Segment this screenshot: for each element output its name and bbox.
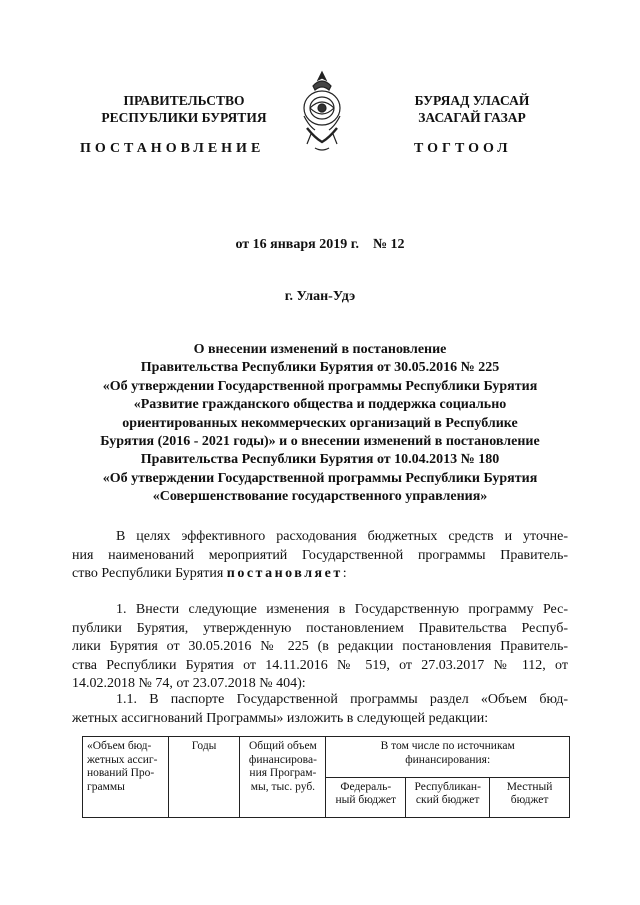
document-date [0,237,640,253]
title-line: Бурятия (2016 - 2021 годы)» и о внесении изменений в постановление [100,434,540,450]
title-line: О внесении изменений в постановление [193,342,447,357]
paragraph-line: публики Бурятия, утвержденную постановлением Правительства Респуб- [72,620,568,636]
table-header-cell [240,737,326,818]
document-number: № 12 [372,237,405,252]
decree-keyword: постановляет [226,566,343,582]
issuer-line: РЕСПУБЛИКИ БУРЯТИЯ [101,110,267,125]
issuer-line: ЗАСАГАЙ ГАЗАР [418,110,526,125]
table-subheader-cell [326,777,406,818]
cell-line: Местный [506,780,553,793]
budget-table [82,736,570,818]
table-header-row [83,737,570,778]
cell-line: бюджет [510,794,549,806]
paragraph-line: ства Республики Бурятия от 14.11.2016 № 519, от 27.03.2017 № 112, от [72,657,568,673]
cell-line: ния Програм- [249,767,317,779]
table-subheader-cell [406,777,490,818]
coat-of-arms-emblem [295,68,349,154]
clause-1-paragraph [72,601,568,694]
cell-line: ный бюджет [335,794,397,806]
cell-line: финансирования: [405,753,491,766]
cell-line: финансирова- [248,753,317,766]
title-line: «Развитие гражданского общества и поддержка социально [133,397,507,413]
title-line: «Об утверждении Государственной программы Республики Бурятия [102,378,538,394]
table-header-cell [83,737,169,818]
paragraph-line: 14.02.2018 № 74, от 23.07.2018 № 404): [72,676,306,692]
document-city: г. Улан-Удэ [284,289,356,304]
cell-line: мы, тыс. руб. [250,780,316,793]
issuer-name-buryat [386,92,558,126]
issuer-line: БУРЯАД УЛАСАЙ [414,93,530,108]
paragraph-line: ния наименований мероприятий Государственной программы Правитель- [72,547,568,563]
paragraph-line: В целях эффективного расходования бюджетных средств и уточне- [116,529,568,544]
paragraph-line: жетных ассигнований Программы» изложить в следующей редакции: [72,710,489,726]
cell-line: В том числе по источникам [380,740,515,752]
table-group-header-cell [326,737,570,778]
title-line: Правительства Республики Бурятия от 30.05.2016 № 225 [140,360,500,376]
paragraph-line [72,565,568,584]
title-line: Правительства Республики Бурятия от 10.04.2013 № 180 [140,452,500,468]
paragraph-text: : [342,566,347,582]
title-line: ориентированных некоммерческих организаций в Республике [122,415,518,431]
paragraph-line: 1.1. В паспорте Государственной программы раздел «Объем бюд- [116,692,568,707]
cell-line: Республикан- [414,780,481,793]
cell-line: Федераль- [340,780,392,793]
cell-line: ский бюджет [415,794,480,806]
table-header-cell: Годы [168,737,240,818]
issuer-line: ПРАВИТЕЛЬСТВО [123,93,245,108]
cell-line: граммы [87,780,125,793]
cell-line: жетных ассиг- [87,753,158,766]
paragraph-text: ство Республики Бурятия [72,566,227,582]
title-line: «Совершенствование государственного управления» [152,489,488,505]
cell-line: «Объем бюд- [87,740,152,752]
paragraph-line: лики Бурятия от 30.05.2016 № 225 (в редакции постановления Правитель- [72,639,568,655]
title-line: «Об утверждении Государственной программы Республики Бурятия [102,470,538,486]
paragraph-line: 1. Внести следующие изменения в Государственную программу Рес- [116,602,568,617]
preamble-paragraph [72,528,568,584]
date-text: от 16 января 2019 г. [235,237,359,252]
table-subheader-cell [490,777,570,818]
document-title [70,341,570,507]
document-type-buryat: ТОГТООЛ [414,141,512,156]
document-type-russian: ПОСТАНОВЛЕНИЕ [80,141,265,156]
cell-line: нований Про- [87,767,155,779]
issuer-name-russian [86,92,282,126]
clause-1-1-paragraph [72,691,568,728]
cell-line: Общий объем [248,740,317,752]
